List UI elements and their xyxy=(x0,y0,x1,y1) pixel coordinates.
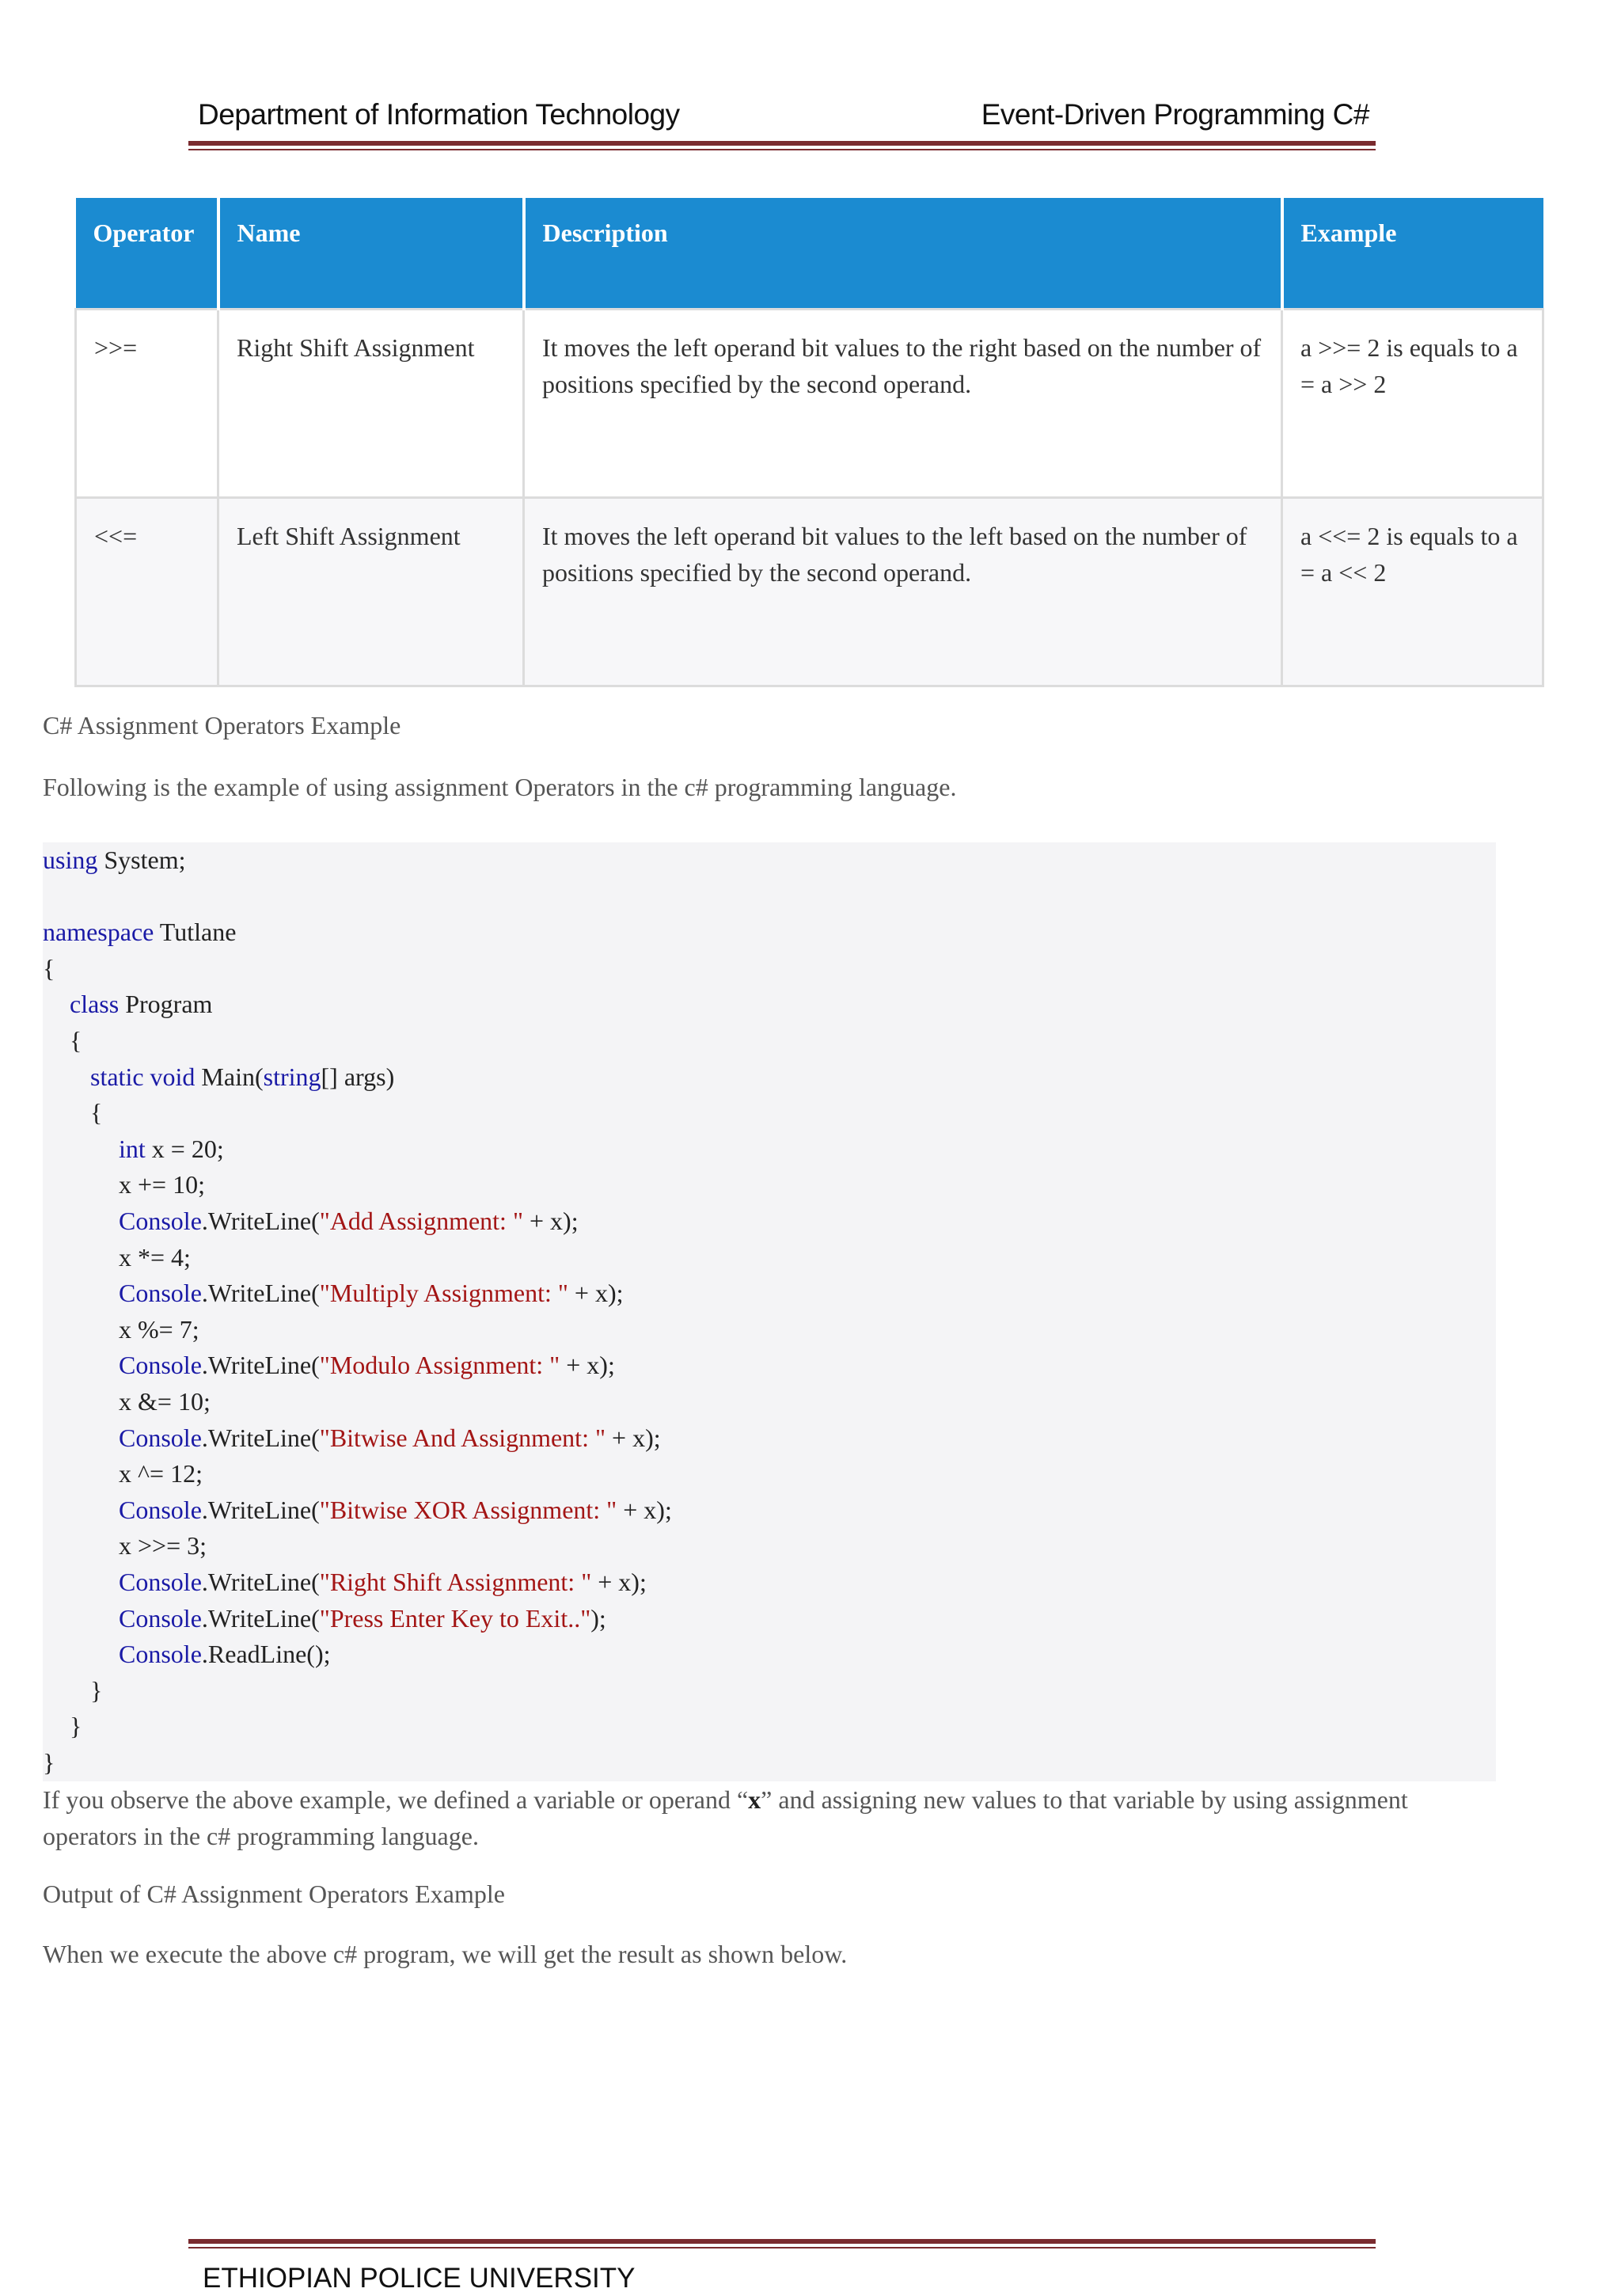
observation-text xyxy=(43,1781,1499,1854)
footer-rule-thin xyxy=(188,2247,1376,2248)
code-string: "Bitwise And Assignment: " xyxy=(319,1423,606,1452)
code-text: x &= 10; xyxy=(119,1387,211,1416)
code-text: Main( xyxy=(195,1062,264,1091)
code-string: "Right Shift Assignment: " xyxy=(319,1568,592,1596)
cell-operator: >>= xyxy=(76,309,218,497)
code-line xyxy=(119,1424,661,1453)
output-intro: When we execute the above c# program, we will get the result as shown below. xyxy=(43,1940,848,1968)
code-text: + x); xyxy=(606,1423,661,1452)
code-line xyxy=(119,1279,624,1308)
code-text: [] args) xyxy=(321,1062,395,1091)
code-text: + x); xyxy=(568,1279,624,1308)
code-keyword: Console xyxy=(119,1603,202,1633)
table-row xyxy=(76,497,1543,686)
code-text: .WriteLine( xyxy=(201,1603,320,1633)
code-keyword: Console xyxy=(119,1351,202,1380)
code-line xyxy=(43,1748,55,1777)
col-operator: Operator xyxy=(76,198,218,309)
code-text: { xyxy=(43,953,55,983)
code-keyword: using xyxy=(43,846,98,874)
code-text: .WriteLine( xyxy=(201,1279,320,1308)
cell-example: a >>= 2 is equals to a = a >> 2 xyxy=(1282,309,1543,497)
code-keyword: Console xyxy=(119,1495,202,1524)
code-text: .WriteLine( xyxy=(201,1207,320,1235)
code-keyword: Console xyxy=(119,1640,202,1669)
output-title: Output of C# Assignment Operators Example xyxy=(43,1880,505,1908)
observation-after: ” and assigning new values to that variable by using assignment operators in the c# programming language. xyxy=(43,1785,1408,1850)
code-string: "Bitwise XOR Assignment: " xyxy=(319,1495,617,1524)
code-line xyxy=(119,1604,606,1633)
observation-before: If you observe the above example, we defined a variable or operand “ xyxy=(43,1785,749,1814)
code-keyword: Console xyxy=(119,1279,202,1308)
code-keyword: Console xyxy=(119,1568,202,1596)
code-line xyxy=(90,1062,394,1092)
code-line xyxy=(119,1496,672,1525)
header-rule xyxy=(188,141,1376,146)
code-keyword: class xyxy=(70,990,120,1019)
code-line xyxy=(119,1351,615,1380)
cell-name: Left Shift Assignment xyxy=(218,497,524,686)
col-example: Example xyxy=(1282,198,1543,309)
cell-description: It moves the left operand bit values to the left based on the number of positions specified by the second operand. xyxy=(524,497,1282,686)
code-string: "Add Assignment: " xyxy=(319,1207,523,1235)
observation-variable: x xyxy=(748,1785,761,1814)
section-title: C# Assignment Operators Example xyxy=(43,711,401,739)
code-line xyxy=(119,1568,647,1597)
code-keyword: string xyxy=(263,1062,321,1091)
code-text: x ^= 12; xyxy=(119,1459,203,1488)
code-line xyxy=(119,1640,330,1669)
code-text: + x); xyxy=(560,1351,615,1380)
code-line xyxy=(90,1098,102,1127)
code-text: .WriteLine( xyxy=(201,1568,320,1596)
code-line xyxy=(119,1387,211,1416)
code-text: } xyxy=(90,1675,103,1705)
header-rule-thin xyxy=(188,149,1376,150)
code-line xyxy=(90,1676,102,1705)
code-line xyxy=(119,1459,203,1488)
code-text: x >>= 3; xyxy=(119,1531,207,1560)
operators-table xyxy=(74,198,1544,687)
code-keyword: Console xyxy=(119,1423,202,1452)
code-text: x *= 4; xyxy=(119,1242,191,1272)
code-line xyxy=(70,1712,82,1741)
code-string: "Multiply Assignment: " xyxy=(319,1279,568,1308)
code-keyword: int xyxy=(119,1134,146,1163)
code-text: { xyxy=(70,1026,82,1055)
code-text: System; xyxy=(97,846,186,874)
code-text: + x); xyxy=(617,1495,672,1524)
code-line xyxy=(70,1026,82,1055)
header-course: Event-Driven Programming C# xyxy=(981,98,1369,131)
intro-text: Following is the example of using assignment Operators in the c# programming language. xyxy=(43,773,957,801)
code-text: } xyxy=(70,1712,82,1741)
code-text: + x); xyxy=(591,1568,647,1596)
code-string: "Modulo Assignment: " xyxy=(319,1351,560,1380)
code-line xyxy=(119,1170,205,1199)
cell-name: Right Shift Assignment xyxy=(218,309,524,497)
code-text: x += 10; xyxy=(119,1170,205,1199)
code-text: + x); xyxy=(523,1207,579,1235)
code-line xyxy=(43,918,236,947)
cell-example: a <<= 2 is equals to a = a << 2 xyxy=(1282,497,1543,686)
col-description: Description xyxy=(524,198,1282,309)
footer-university: ETHIOPIAN POLICE UNIVERSITY xyxy=(203,2263,636,2294)
code-line xyxy=(119,1135,224,1164)
code-text: Tutlane xyxy=(154,918,237,947)
code-text: } xyxy=(43,1748,55,1777)
code-keyword: namespace xyxy=(43,918,154,947)
table-row xyxy=(76,309,1543,497)
footer-rule xyxy=(188,2239,1376,2244)
code-line xyxy=(43,954,55,983)
code-line xyxy=(119,1207,579,1236)
cell-description: It moves the left operand bit values to the right based on the number of positions specified by the second operand. xyxy=(524,309,1282,497)
code-text: x %= 7; xyxy=(119,1314,199,1344)
code-block xyxy=(43,842,1496,1781)
code-text: .WriteLine( xyxy=(201,1351,320,1380)
code-line xyxy=(119,1243,191,1272)
header-department: Department of Information Technology xyxy=(198,98,680,131)
code-string: "Press Enter Key to Exit.." xyxy=(319,1603,591,1633)
code-line xyxy=(70,990,212,1019)
code-text: Program xyxy=(119,990,213,1019)
code-text: ); xyxy=(590,1603,606,1633)
code-text: x = 20; xyxy=(145,1134,224,1163)
code-keyword: Console xyxy=(119,1207,202,1235)
col-name: Name xyxy=(218,198,524,309)
code-line xyxy=(119,1315,199,1344)
code-text: { xyxy=(90,1098,103,1127)
cell-operator: <<= xyxy=(76,497,218,686)
code-line xyxy=(43,846,185,875)
code-keyword: static void xyxy=(90,1062,196,1091)
table-header-row xyxy=(76,198,1543,309)
code-text: .ReadLine(); xyxy=(201,1640,331,1669)
code-text: .WriteLine( xyxy=(201,1423,320,1452)
code-text: .WriteLine( xyxy=(201,1495,320,1524)
code-line xyxy=(119,1531,207,1560)
